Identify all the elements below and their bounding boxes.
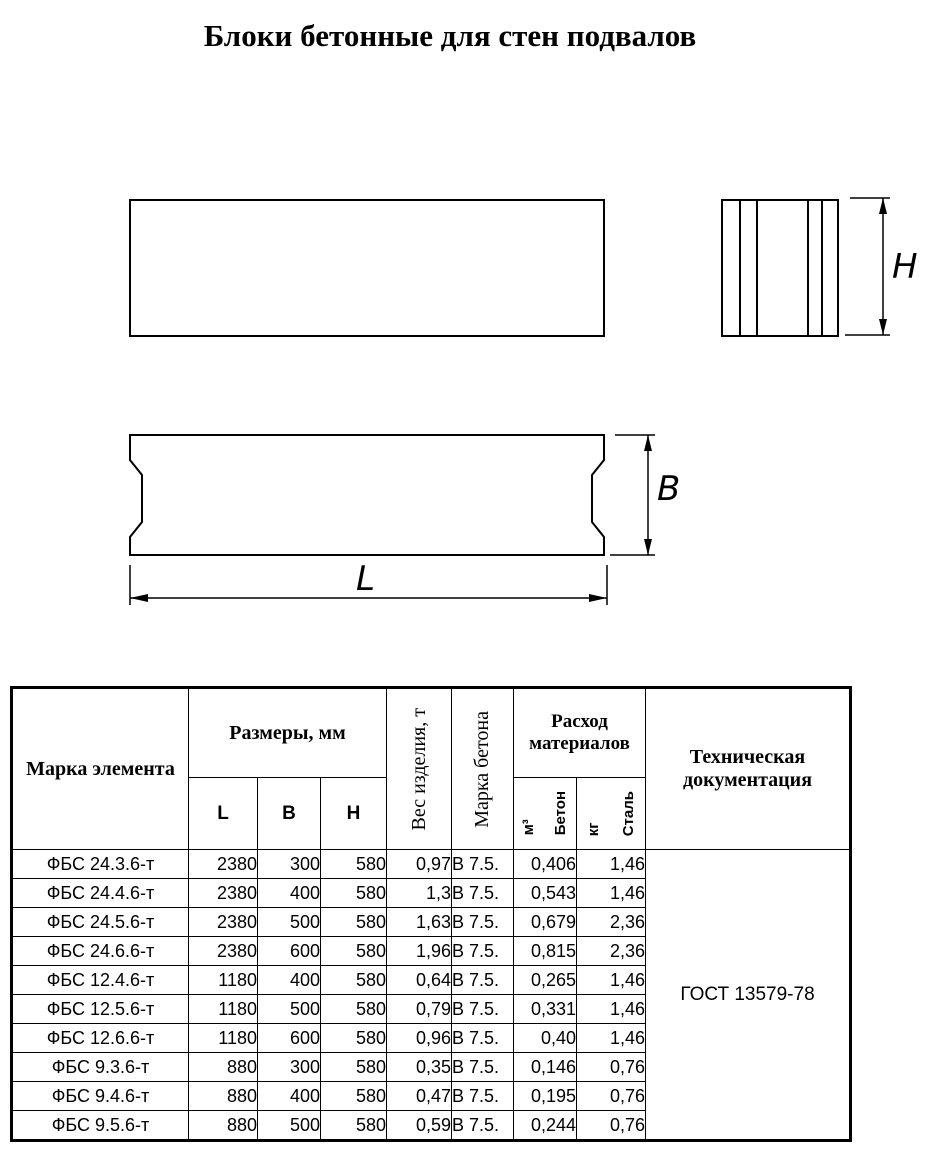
cell-weight: 0,96	[387, 1024, 452, 1053]
cell-mark: ФБС 12.5.6-т	[12, 995, 189, 1024]
dimension-b	[610, 435, 655, 555]
cell-concrete-grade: В 7.5.	[452, 908, 514, 937]
cell-h: 580	[321, 937, 387, 966]
cell-mark: ФБС 9.3.6-т	[12, 1053, 189, 1082]
cell-concrete: 0,265	[514, 966, 577, 995]
cell-h: 580	[321, 995, 387, 1024]
cell-concrete: 0,146	[514, 1053, 577, 1082]
cell-weight: 0,35	[387, 1053, 452, 1082]
spec-table	[10, 686, 852, 1142]
cell-steel: 1,46	[577, 966, 646, 995]
header-sizes: Размеры, мм	[189, 688, 387, 778]
cell-l: 880	[189, 1082, 258, 1111]
header-concrete-label: Бетон	[552, 791, 569, 836]
cell-l: 2380	[189, 937, 258, 966]
cell-concrete: 0,195	[514, 1082, 577, 1111]
cell-l: 880	[189, 1111, 258, 1141]
cell-h: 580	[321, 879, 387, 908]
header-weight-text: Вес изделия, т	[407, 707, 430, 831]
cell-steel: 1,46	[577, 850, 646, 879]
cell-b: 400	[258, 1082, 321, 1111]
cell-b: 500	[258, 995, 321, 1024]
cell-l: 1180	[189, 1024, 258, 1053]
cell-l: 1180	[189, 995, 258, 1024]
cell-mark: ФБС 24.6.6-т	[12, 937, 189, 966]
cell-steel: 0,76	[577, 1082, 646, 1111]
cell-l: 2380	[189, 850, 258, 879]
cell-weight: 1,3	[387, 879, 452, 908]
cell-h: 580	[321, 966, 387, 995]
header-concrete-grade-text: Марка бетона	[471, 710, 493, 828]
cell-h: 580	[321, 1053, 387, 1082]
cell-concrete: 0,40	[514, 1024, 577, 1053]
cell-concrete-grade: В 7.5.	[452, 1082, 514, 1111]
cell-mark: ФБС 24.5.6-т	[12, 908, 189, 937]
cell-concrete-grade: В 7.5.	[452, 879, 514, 908]
header-steel-unit: кг	[584, 822, 602, 837]
cell-b: 300	[258, 850, 321, 879]
cell-docs: ГОСТ 13579-78	[646, 850, 851, 1141]
cell-weight: 0,59	[387, 1111, 452, 1141]
cell-mark: ФБС 24.3.6-т	[12, 850, 189, 879]
header-concrete-unit: м³	[520, 819, 537, 836]
header-b: B	[258, 778, 321, 850]
cell-weight: 0,79	[387, 995, 452, 1024]
header-mark: Марка элемента	[12, 688, 189, 850]
cell-weight: 0,64	[387, 966, 452, 995]
cell-concrete-grade: В 7.5.	[452, 1024, 514, 1053]
cell-concrete: 0,331	[514, 995, 577, 1024]
cell-l: 2380	[189, 879, 258, 908]
plan-view-outline	[130, 435, 604, 555]
header-steel	[577, 778, 646, 850]
cell-steel: 0,76	[577, 1111, 646, 1141]
cell-b: 600	[258, 937, 321, 966]
dim-label-l: L	[356, 559, 375, 599]
cell-mark: ФБС 12.4.6-т	[12, 966, 189, 995]
cell-weight: 1,63	[387, 908, 452, 937]
cell-steel: 2,36	[577, 908, 646, 937]
table-row	[12, 850, 851, 879]
cell-steel: 1,46	[577, 1024, 646, 1053]
page-title: Блоки бетонные для стен подвалов	[203, 18, 697, 53]
cell-l: 2380	[189, 908, 258, 937]
cell-concrete: 0,815	[514, 937, 577, 966]
cell-h: 580	[321, 850, 387, 879]
dim-label-h: H	[892, 247, 918, 287]
side-view	[722, 200, 838, 336]
cell-steel: 1,46	[577, 879, 646, 908]
cell-h: 580	[321, 1024, 387, 1053]
cell-concrete-grade: В 7.5.	[452, 850, 514, 879]
header-l: L	[189, 778, 258, 850]
cell-steel: 1,46	[577, 995, 646, 1024]
cell-l: 1180	[189, 966, 258, 995]
cell-concrete: 0,543	[514, 879, 577, 908]
cell-concrete-grade: В 7.5.	[452, 966, 514, 995]
cell-mark: ФБС 9.5.6-т	[12, 1111, 189, 1141]
cell-concrete-grade: В 7.5.	[452, 1111, 514, 1141]
cell-b: 500	[258, 1111, 321, 1141]
cell-weight: 1,96	[387, 937, 452, 966]
cell-mark: ФБС 9.4.6-т	[12, 1082, 189, 1111]
cell-h: 580	[321, 1111, 387, 1141]
cell-weight: 0,97	[387, 850, 452, 879]
header-consumption: Расход материалов	[514, 688, 646, 778]
cell-l: 880	[189, 1053, 258, 1082]
cell-concrete-grade: В 7.5.	[452, 995, 514, 1024]
header-steel-label: Сталь	[619, 790, 637, 837]
header-concrete	[514, 778, 577, 850]
header-concrete-grade	[452, 688, 514, 850]
dimension-h	[845, 198, 890, 335]
cell-b: 400	[258, 879, 321, 908]
cell-concrete-grade: В 7.5.	[452, 937, 514, 966]
cell-h: 580	[321, 908, 387, 937]
cell-steel: 0,76	[577, 1053, 646, 1082]
header-weight	[387, 688, 452, 850]
cell-mark: ФБС 12.6.6-т	[12, 1024, 189, 1053]
cell-concrete: 0,406	[514, 850, 577, 879]
header-h: H	[321, 778, 387, 850]
cell-b: 400	[258, 966, 321, 995]
dim-label-b: B	[657, 469, 681, 509]
cell-h: 580	[321, 1082, 387, 1111]
cell-concrete: 0,679	[514, 908, 577, 937]
cell-weight: 0,47	[387, 1082, 452, 1111]
cell-steel: 2,36	[577, 937, 646, 966]
cell-b: 300	[258, 1053, 321, 1082]
cell-b: 500	[258, 908, 321, 937]
front-view-outline	[130, 200, 604, 336]
table-body	[12, 850, 851, 1141]
cell-b: 600	[258, 1024, 321, 1053]
cell-concrete-grade: В 7.5.	[452, 1053, 514, 1082]
header-docs: Техническая документация	[646, 688, 851, 850]
cell-mark: ФБС 24.4.6-т	[12, 879, 189, 908]
cell-concrete: 0,244	[514, 1111, 577, 1141]
